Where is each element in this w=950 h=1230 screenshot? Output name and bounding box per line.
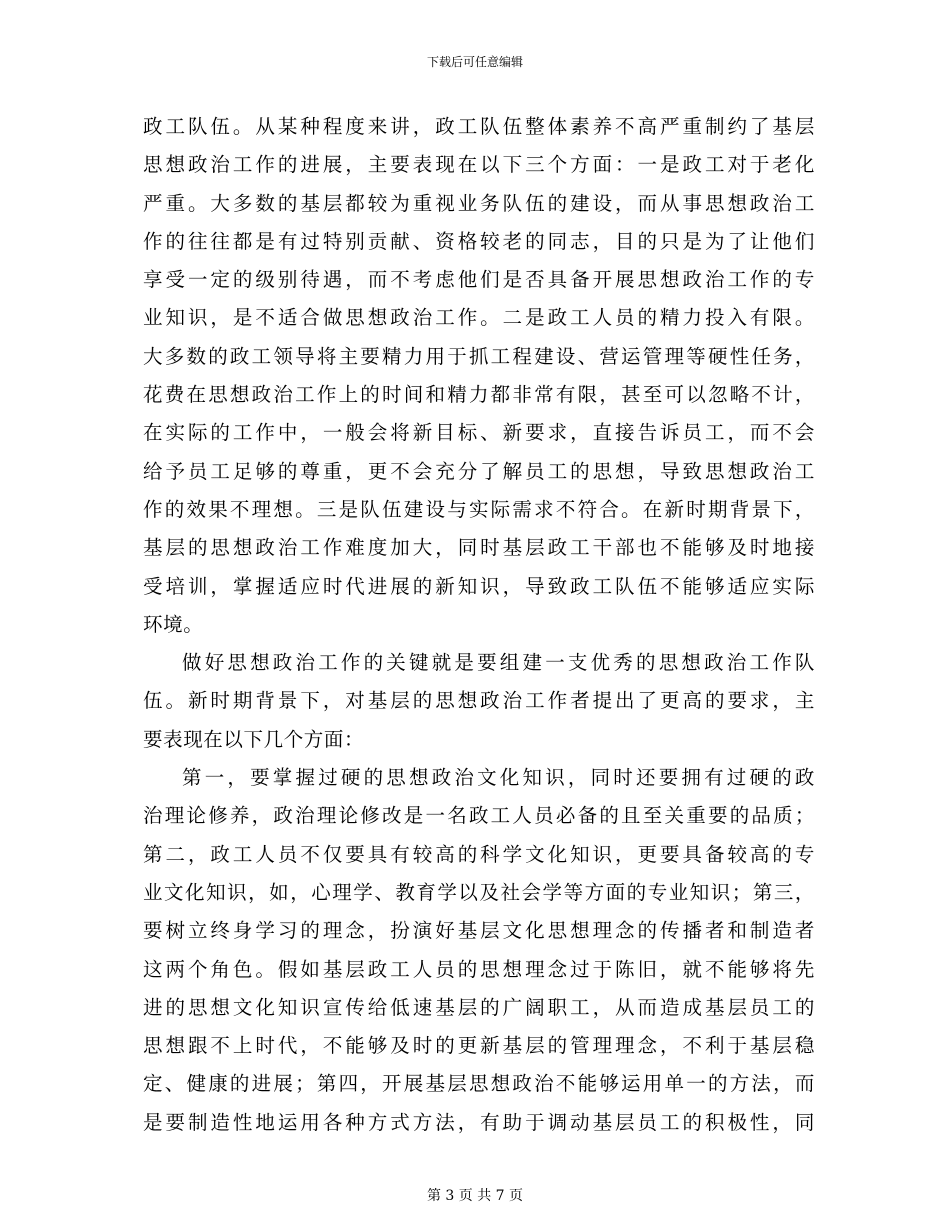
text-line: 基层的思想政治工作难度加大，同时基层政工干部也不能够及时地接 (143, 536, 815, 560)
text-line: 花费在思想政治工作上的时间和精力都非常有限，甚至可以忽略不计， (143, 383, 815, 407)
text-line: 思想跟不上时代，不能够及时的更新基层的管理理念，不利于基层稳 (143, 1034, 815, 1058)
text-line: 进的思想文化知识宣传给低速基层的广阔职工，从而造成基层员工的 (143, 995, 815, 1019)
page-header: 下载后可任意编辑 (426, 55, 523, 69)
text-line: 伍。新时期背景下，对基层的思想政治工作者提出了更高的要求，主 (143, 689, 815, 713)
text-line: 治理论修养，政治理论修改是一名政工人员必备的且至关重要的品质； (143, 804, 815, 828)
text-line: 业知识，是不适合做思想政治工作。二是政工人员的精力投入有限。 (143, 306, 815, 330)
text-line: 给予员工足够的尊重，更不会充分了解员工的思想，导致思想政治工 (143, 459, 815, 483)
paragraph (143, 644, 815, 759)
text-line: 环境。 (143, 612, 204, 636)
text-line: 思想政治工作的进展，主要表现在以下三个方面：一是政工对于老化 (143, 153, 815, 177)
text-line: 要表现在以下几个方面： (143, 727, 365, 751)
text-line: 做好思想政治工作的关键就是要组建一支优秀的思想政治工作队 (182, 651, 815, 675)
page-footer: 第 3 页 共 7 页 (426, 1188, 524, 1204)
paragraph (143, 108, 815, 644)
text-line: 第二，政工人员不仅要具有较高的科学文化知识，更要具备较高的专 (143, 842, 815, 866)
text-line: 政工队伍。从某种程度来讲，政工队伍整体素养不高严重制约了基层 (143, 115, 815, 138)
paragraph (143, 759, 815, 1142)
text-line: 大多数的政工领导将主要精力用于抓工程建设、营运管理等硬性任务， (143, 344, 815, 368)
text-line: 作的效果不理想。三是队伍建设与实际需求不符合。在新时期背景下， (143, 497, 815, 521)
text-line: 定、健康的进展；第四，开展基层思想政治不能够运用单一的方法，而 (143, 1072, 815, 1096)
text-line: 是要制造性地运用各种方式方法，有助于调动基层员工的积极性，同 (143, 1110, 815, 1134)
text-line: 在实际的工作中，一般会将新目标、新要求，直接告诉员工，而不会 (143, 421, 815, 445)
text-line: 作的往往都是有过特别贡献、资格较老的同志，目的只是为了让他们 (143, 229, 815, 253)
text-line: 享受一定的级别待遇，而不考虑他们是否具备开展思想政治工作的专 (143, 268, 815, 292)
text-line: 这两个角色。假如基层政工人员的思想理念过于陈旧，就不能够将先 (143, 957, 815, 981)
document-body (143, 108, 815, 1142)
text-line: 严重。大多数的基层都较为重视业务队伍的建设，而从事思想政治工 (143, 191, 815, 215)
text-line: 第一，要掌握过硬的思想政治文化知识，同时还要拥有过硬的政 (182, 766, 815, 790)
text-line: 要树立终身学习的理念，扮演好基层文化思想理念的传播者和制造者 (143, 919, 815, 943)
text-line: 受培训，掌握适应时代进展的新知识，导致政工队伍不能够适应实际 (143, 574, 815, 598)
text-line: 业文化知识，如，心理学、教育学以及社会学等方面的专业知识；第三， (143, 880, 815, 904)
